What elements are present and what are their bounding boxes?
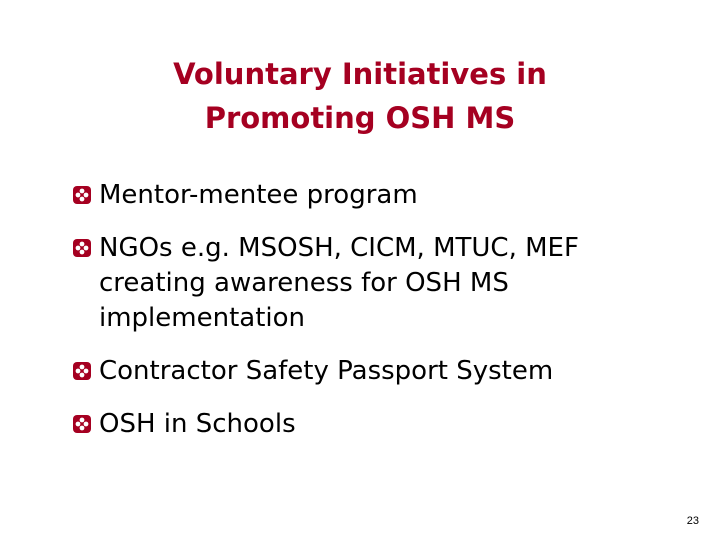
flower-bullet-icon bbox=[72, 185, 92, 205]
flower-bullet-icon bbox=[72, 361, 92, 381]
page-number: 23 bbox=[686, 515, 699, 527]
slide-title-line-2: Promoting OSH MS bbox=[204, 101, 516, 135]
bullet-text: NGOs e.g. MSOSH, CICM, MTUC, MEF creating awareness for OSH MS implementation bbox=[99, 233, 579, 333]
bullet-item-contractor bbox=[72, 354, 672, 389]
slide-title-line-1: Voluntary Initiatives in bbox=[173, 57, 547, 91]
slide-title bbox=[60, 52, 660, 140]
bullet-text: Contractor Safety Passport System bbox=[99, 356, 554, 386]
bullet-item-ngos bbox=[72, 231, 672, 336]
flower-bullet-icon bbox=[72, 414, 92, 434]
bullet-list bbox=[72, 178, 672, 442]
flower-bullet-icon bbox=[72, 238, 92, 258]
bullet-text: Mentor-mentee program bbox=[99, 180, 418, 210]
bullet-item-schools bbox=[72, 407, 672, 442]
bullet-item-mentor bbox=[72, 178, 672, 213]
bullet-text: OSH in Schools bbox=[99, 409, 296, 439]
